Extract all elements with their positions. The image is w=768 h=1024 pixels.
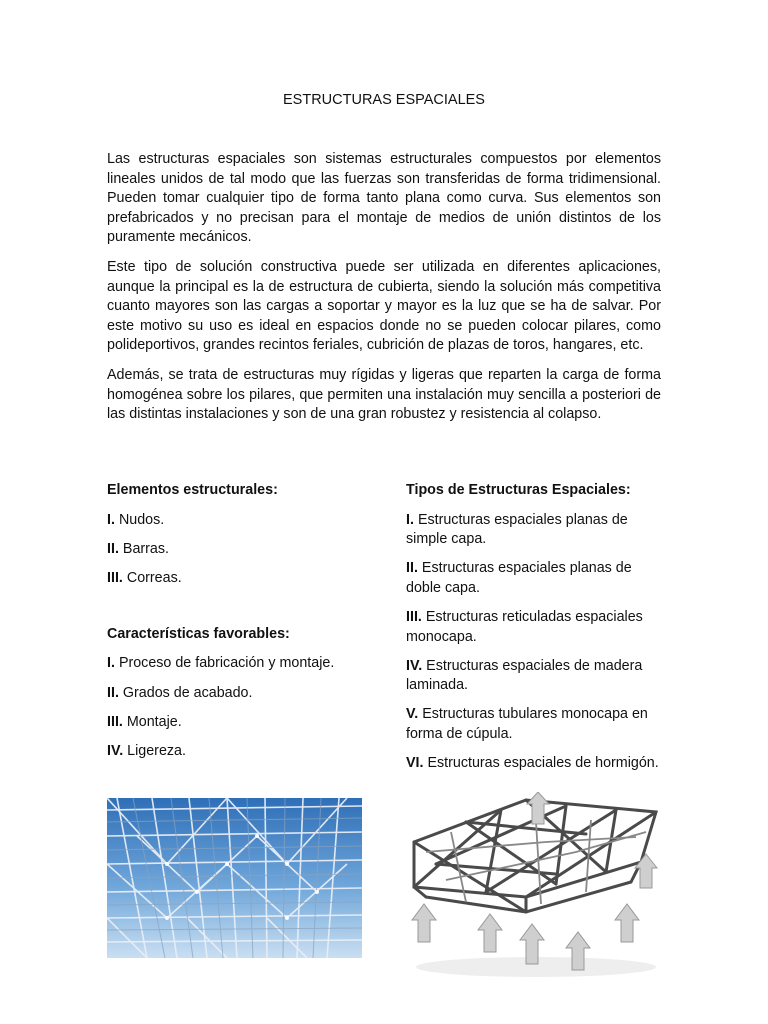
space-frame-roof-photo <box>107 798 362 958</box>
tipos-item: II. Estructuras espaciales planas de doble capa. <box>406 560 632 596</box>
left-column <box>107 481 377 771</box>
tipos-item: VI. Estructuras espaciales de hormigón. <box>406 755 659 772</box>
caracteristicas-item: III. Montaje. <box>107 713 182 730</box>
tipos-item: V. Estructuras tubulares monocapa en forma de cúpula. <box>406 706 648 742</box>
caracteristicas-item: I. Proceso de fabricación y montaje. <box>107 655 335 672</box>
caracteristicas-item: IV. Ligereza. <box>107 742 186 759</box>
elementos-item: I. Nudos. <box>107 511 165 528</box>
paragraph-1: Las estructuras espaciales son sistemas estructurales compuestos por elementos lineales unidos de tal modo que las fuerzas son transferidas de forma tridimensional. Pueden tomar cualquier tipo de forma tanto plana como curva. Sus elementos son prefabricados y no precisan para el montaje de medios de unión distintos de los puramente mecánicos. <box>107 151 661 246</box>
elementos-heading: Elementos estructurales: <box>107 482 278 498</box>
tipos-item: IV. Estructuras espaciales de madera laminada. <box>406 657 643 694</box>
tipos-item: I. Estructuras espaciales planas de simple capa. <box>406 511 628 548</box>
space-frame-diagram <box>406 792 662 980</box>
caracteristicas-item: II. Grados de acabado. <box>107 684 253 701</box>
paragraph-3: Además, se trata de estructuras muy rígidas y ligeras que reparten la carga de forma homogénea sobre los pilares, que permiten una instalación muy sencilla a posteriori de las distintas instalaciones y son de una gran robustez y resistencia al colapso. <box>107 366 661 423</box>
paragraph-2: Este tipo de solución constructiva puede ser utilizada en diferentes aplicaciones, aunque la principal es la de estructura de cubierta, siendo la solución más competitiva cuanto mayores son las cargas a soportar y mayor es la luz que se ha de salvar. Por este motivo su uso es ideal en espacios donde no se pueden colocar pilares, como polideportivos, grandes recintos feriales, cubrición de plazas de toros, hangares, etc. <box>107 258 661 354</box>
elementos-item: III. Correas. <box>107 569 182 586</box>
tipos-item: III. Estructuras reticuladas espaciales monocapa. <box>406 608 643 645</box>
tipos-heading: Tipos de Estructuras Espaciales: <box>406 482 631 498</box>
elementos-item: II. Barras. <box>107 540 169 557</box>
right-column <box>406 481 664 783</box>
caracteristicas-heading: Características favorables: <box>107 625 290 642</box>
page-title: ESTRUCTURAS ESPACIALES <box>283 92 485 108</box>
intro-text <box>107 150 661 435</box>
